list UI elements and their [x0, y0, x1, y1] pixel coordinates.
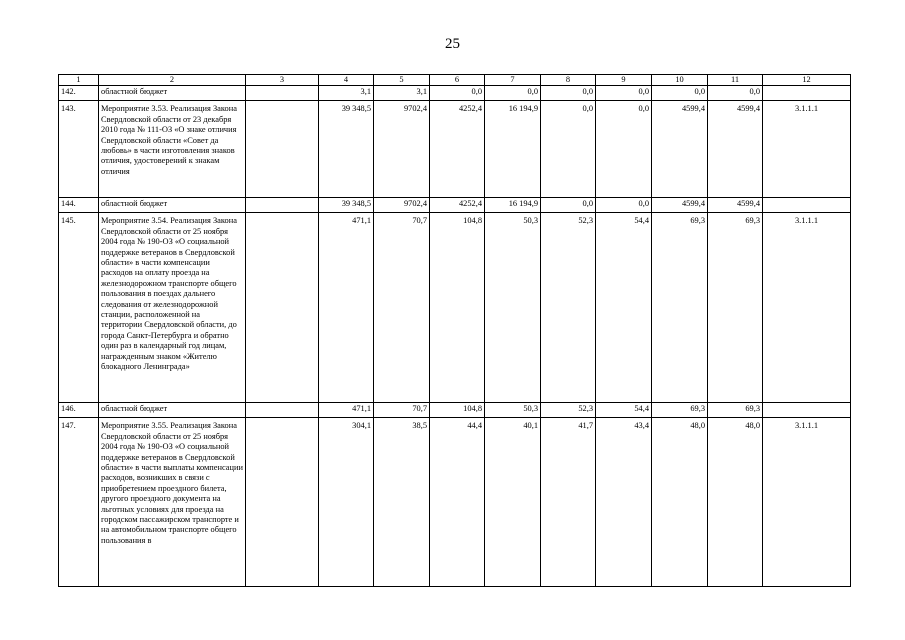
row-target-code: 3.1.1.1: [763, 418, 851, 587]
row-target-code: [763, 198, 851, 213]
row-value-6: 104,8: [430, 213, 485, 403]
row-value-9: 0,0: [596, 198, 652, 213]
row-index: 146.: [59, 403, 99, 418]
row-col3: [246, 101, 319, 198]
row-description: областной бюджет: [99, 403, 246, 418]
row-total: 39 348,5: [319, 198, 374, 213]
table-row: [59, 101, 851, 198]
col-header-8: 8: [541, 75, 596, 86]
row-total: 304,1: [319, 418, 374, 587]
row-value-7: 50,3: [485, 403, 541, 418]
table-row: [59, 86, 851, 101]
row-col3: [246, 418, 319, 587]
row-value-11: 69,3: [708, 403, 763, 418]
row-value-10: 69,3: [652, 213, 708, 403]
col-header-2: 2: [99, 75, 246, 86]
row-total: 3,1: [319, 86, 374, 101]
page-number: 25: [445, 36, 460, 52]
row-total: 471,1: [319, 403, 374, 418]
col-header-7: 7: [485, 75, 541, 86]
row-col3: [246, 198, 319, 213]
col-header-10: 10: [652, 75, 708, 86]
row-value-8: 52,3: [541, 403, 596, 418]
row-value-9: 0,0: [596, 86, 652, 101]
row-value-8: 52,3: [541, 213, 596, 403]
row-value-11: 0,0: [708, 86, 763, 101]
row-value-8: 0,0: [541, 86, 596, 101]
row-value-10: 4599,4: [652, 101, 708, 198]
row-value-11: 69,3: [708, 213, 763, 403]
row-value-11: 48,0: [708, 418, 763, 587]
table-row: [59, 418, 851, 587]
row-value-8: 0,0: [541, 198, 596, 213]
row-value-5: 3,1: [374, 86, 430, 101]
row-target-code: 3.1.1.1: [763, 213, 851, 403]
row-value-7: 16 194,9: [485, 198, 541, 213]
table-row: [59, 213, 851, 403]
col-header-5: 5: [374, 75, 430, 86]
row-value-6: 104,8: [430, 403, 485, 418]
row-value-6: 4252,4: [430, 198, 485, 213]
row-total: 39 348,5: [319, 101, 374, 198]
row-value-6: 4252,4: [430, 101, 485, 198]
row-value-7: 50,3: [485, 213, 541, 403]
row-target-code: [763, 403, 851, 418]
row-value-9: 43,4: [596, 418, 652, 587]
row-index: 144.: [59, 198, 99, 213]
row-description: областной бюджет: [99, 86, 246, 101]
row-value-9: 0,0: [596, 101, 652, 198]
col-header-4: 4: [319, 75, 374, 86]
row-description: областной бюджет: [99, 198, 246, 213]
row-value-8: 41,7: [541, 418, 596, 587]
row-index: 142.: [59, 86, 99, 101]
row-total: 471,1: [319, 213, 374, 403]
row-value-10: 4599,4: [652, 198, 708, 213]
row-value-9: 54,4: [596, 403, 652, 418]
col-header-1: 1: [59, 75, 99, 86]
row-col3: [246, 403, 319, 418]
row-target-code: 3.1.1.1: [763, 101, 851, 198]
row-col3: [246, 86, 319, 101]
row-value-11: 4599,4: [708, 198, 763, 213]
col-header-12: 12: [763, 75, 851, 86]
col-header-3: 3: [246, 75, 319, 86]
table-row: [59, 403, 851, 418]
row-index: 147.: [59, 418, 99, 587]
row-value-9: 54,4: [596, 213, 652, 403]
row-target-code: [763, 86, 851, 101]
col-header-9: 9: [596, 75, 652, 86]
col-header-11: 11: [708, 75, 763, 86]
row-value-7: 16 194,9: [485, 101, 541, 198]
row-value-7: 40,1: [485, 418, 541, 587]
row-value-10: 0,0: [652, 86, 708, 101]
row-value-5: 9702,4: [374, 101, 430, 198]
row-value-5: 70,7: [374, 213, 430, 403]
row-index: 145.: [59, 213, 99, 403]
row-value-7: 0,0: [485, 86, 541, 101]
row-value-8: 0,0: [541, 101, 596, 198]
row-description: Мероприятие 3.53. Реализация Закона Свердловской области от 23 декабря 2010 года № 111-ОЗ «О знаке отличия Свердловской области «Совет да любовь» в части изготовления знаков отличия, удостоверений к знакам отличия: [99, 101, 246, 198]
row-value-6: 0,0: [430, 86, 485, 101]
row-description: Мероприятие 3.55. Реализация Закона Свердловской области от 25 ноября 2004 года № 190-ОЗ «О социальной поддержке ветеранов в Свердловской области» в части выплаты компенсации расходов, возникших в связи с приобретением проездного билета, другого проездного документа на льготных условиях для проезда на городском пассажирском транспорте и на автомобильном транспорте общего пользования в: [99, 418, 246, 587]
row-value-5: 70,7: [374, 403, 430, 418]
row-value-5: 38,5: [374, 418, 430, 587]
header-row: [59, 75, 851, 86]
row-value-5: 9702,4: [374, 198, 430, 213]
row-value-11: 4599,4: [708, 101, 763, 198]
row-value-10: 48,0: [652, 418, 708, 587]
col-header-6: 6: [430, 75, 485, 86]
row-description: Мероприятие 3.54. Реализация Закона Свердловской области от 25 ноября 2004 года № 190-ОЗ «О социальной поддержке ветеранов в Свердловской области» в части компенсации расходов на оплату проезда на железнодорожном транспорте общего пользования в поездах дальнего следования от железнодорожной станции, расположенной на территории Свердловской области, до города Санкт-Петербурга и обратно один раз в календарный год лицам, награжденным знаком «Жителю блокадного Ленинграда»: [99, 213, 246, 403]
row-col3: [246, 213, 319, 403]
table-row: [59, 198, 851, 213]
budget-table: [58, 74, 851, 587]
row-value-6: 44,4: [430, 418, 485, 587]
row-index: 143.: [59, 101, 99, 198]
row-value-10: 69,3: [652, 403, 708, 418]
